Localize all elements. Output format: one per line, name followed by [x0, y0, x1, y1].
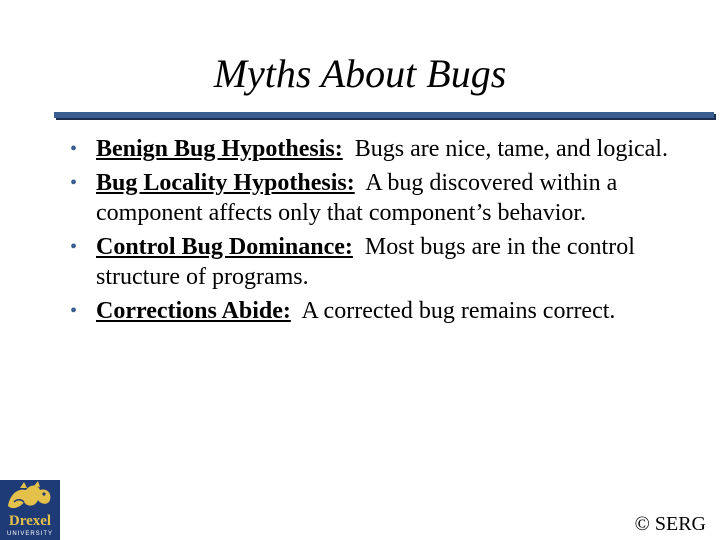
bullet-item — [56, 232, 696, 292]
logo-subtitle: UNIVERSITY — [6, 531, 53, 537]
slide-title: Myths About Bugs — [213, 51, 507, 96]
dragon-icon — [0, 480, 60, 514]
bullet-icon: • — [70, 236, 78, 258]
bullet-item — [56, 134, 696, 164]
bullet-icon: • — [70, 172, 78, 194]
title-divider — [54, 112, 714, 118]
bullet-term: Corrections Abide: — [96, 298, 291, 324]
drexel-logo — [0, 480, 60, 540]
bullet-icon: • — [70, 300, 78, 322]
footer-copyright: © SERG — [634, 513, 706, 535]
bullet-text: A bug discovered within a component affects only that component’s behavior. — [96, 170, 624, 226]
bullet-item — [56, 168, 696, 228]
bullet-term: Benign Bug Hypothesis: — [96, 136, 343, 162]
bullet-list — [56, 134, 696, 330]
bullet-text: Most bugs are in the control structure of programs. — [96, 234, 641, 290]
bullet-icon: • — [70, 138, 78, 160]
bullet-text: Bugs are nice, tame, and logical. — [342, 136, 668, 162]
bullet-item — [56, 296, 696, 326]
bullet-term: Bug Locality Hypothesis: — [96, 170, 355, 196]
bullet-term: Control Bug Dominance: — [96, 234, 353, 260]
bullet-text: A corrected bug remains correct. — [290, 298, 616, 324]
logo-wordmark: Drexel — [8, 513, 52, 529]
